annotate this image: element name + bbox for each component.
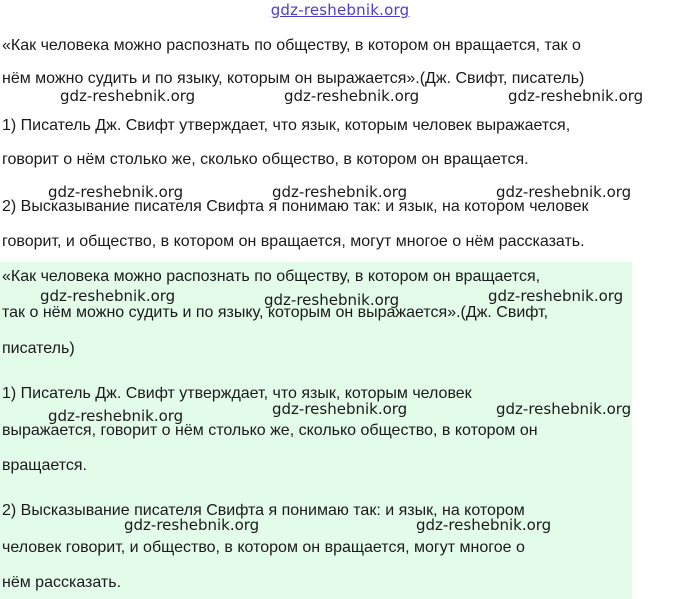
watermark: gdz-reshebnik.org (284, 87, 420, 105)
block2-line-3: писатель) (2, 340, 75, 357)
block1-line-1: «Как человека можно распознать по обществу, в котором он вращается, так о (2, 37, 581, 54)
block2-line-9: нём рассказать. (2, 574, 122, 591)
block2-line-8: человек говорит, и общество, в котором он вращается, могут многое о (2, 539, 525, 556)
watermark: gdz-reshebnik.org (488, 287, 624, 305)
watermark: gdz-reshebnik.org (416, 516, 552, 534)
block2-line-1: «Как человека можно распознать по обществу, в котором он вращается, (2, 268, 541, 285)
block2-line-6: вращается. (2, 457, 87, 474)
block1-line-6: говорит, и общество, в котором он вращается, могут многое о нём рассказать. (2, 233, 585, 250)
block1-line-5: 2) Высказывание писателя Свифта я понимаю так: и язык, на котором человек (2, 198, 589, 215)
watermark: gdz-reshebnik.org (272, 400, 408, 418)
watermark: gdz-reshebnik.org (496, 183, 632, 201)
block2-line-4: 1) Писатель Дж. Свифт утверждает, что язык, которым человек (2, 385, 472, 402)
watermark: gdz-reshebnik.org (60, 87, 196, 105)
watermark: gdz-reshebnik.org (508, 87, 644, 105)
block2-line-5: выражается, говорит о нём столько же, сколько общество, в котором он (2, 422, 538, 439)
block1-line-3: 1) Писатель Дж. Свифт утверждает, что язык, которым человек выражается, (2, 117, 571, 134)
block1-line-2: нём можно судить и по языку, которым он выражается».(Дж. Свифт, писатель) (2, 70, 585, 87)
site-header-link[interactable]: gdz-reshebnik.org (270, 1, 410, 19)
block1-line-4: говорит о нём столько же, сколько общество, в котором он вращается. (2, 151, 529, 168)
block2-line-7: 2) Высказывание писателя Свифта я понимаю так: и язык, на котором (2, 502, 525, 519)
watermark: gdz-reshebnik.org (48, 183, 184, 201)
block2-line-2: так о нём можно судить и по языку, которым он выражается».(Дж. Свифт, (2, 304, 549, 321)
watermark: gdz-reshebnik.org (272, 183, 408, 201)
watermark: gdz-reshebnik.org (40, 287, 176, 305)
watermark: gdz-reshebnik.org (264, 291, 400, 309)
watermark: gdz-reshebnik.org (48, 407, 184, 425)
watermark: gdz-reshebnik.org (496, 400, 632, 418)
watermark: gdz-reshebnik.org (124, 516, 260, 534)
